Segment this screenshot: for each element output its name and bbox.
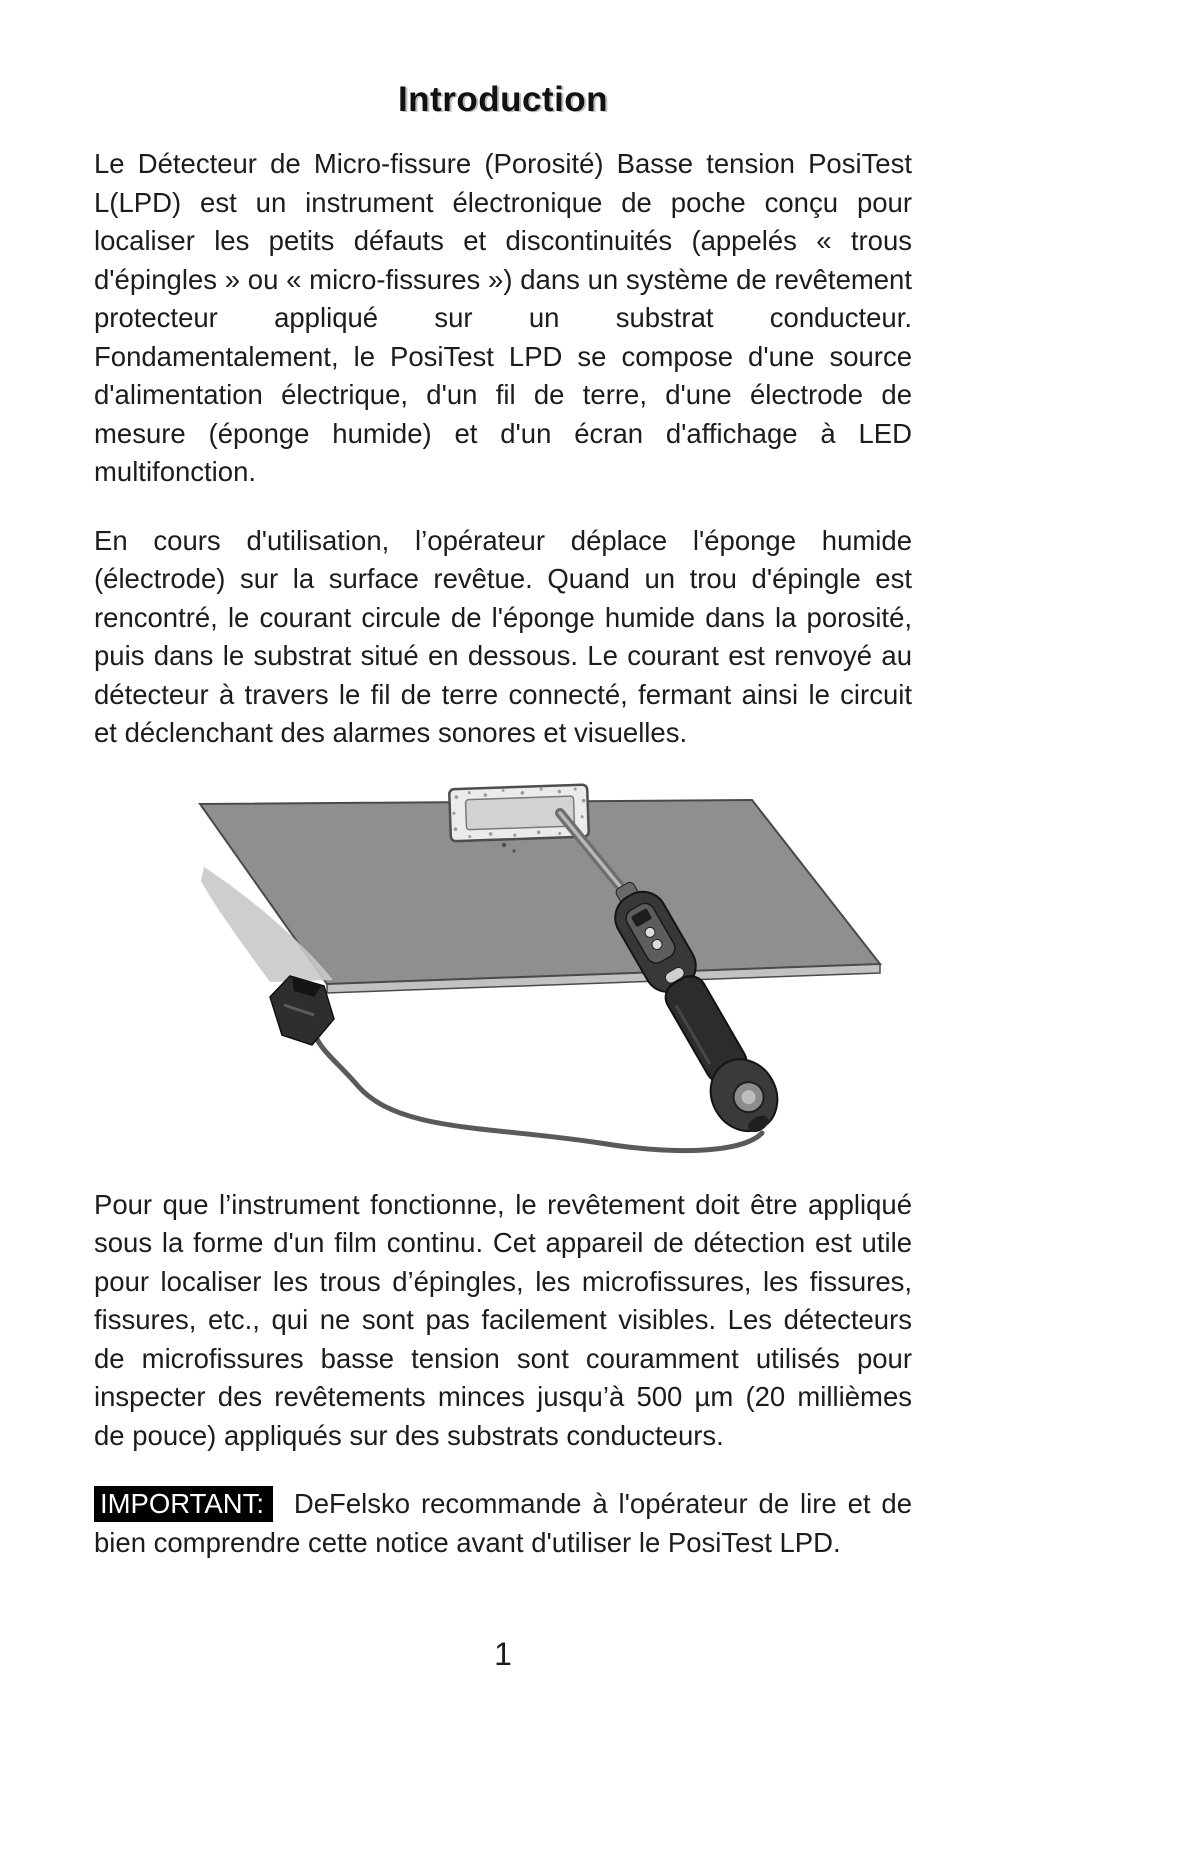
device-illustration-graphic bbox=[152, 783, 896, 1155]
paragraph-1: Le Détecteur de Micro-fissure (Porosité) Basse tension PosiTest L(LPD) est un instrument électronique de poche conçu pour localiser les petits défauts et discontinuités (appelés « trous d'épingles » ou « micro-fissures ») dans un système de revêtement protecteur appliqué sur un substrat conducteur. Fondamentalement, le PosiTest LPD se compose d'une source d'alimentation électrique, d'un fil de terre, d'une électrode de mesure (éponge humide) et d'un écran d'affichage à LED multifonction. bbox=[94, 148, 912, 487]
paragraph-3: Pour que l’instrument fonctionne, le revêtement doit être appliqué sous la forme d'un film continu. Cet appareil de détection est utile pour localiser les trous d’épingles, les microfissures, les fissures, fissures, etc., qui ne sont pas facilement visibles. Les détecteurs de microfissures basse tension sont couramment utilisés pour inspecter des revêtements minces jusqu’à 500 µm (20 millièmes de pouce) appliqués sur des substrats conducteurs. bbox=[94, 1188, 912, 1451]
device-illustration bbox=[152, 783, 896, 1160]
important-note bbox=[94, 1485, 912, 1562]
document-page bbox=[94, 0, 912, 1673]
important-text: DeFelsko recommande à l'opérateur de lire et de bien comprendre cette notice avant d'utiliser le PosiTest LPD. bbox=[94, 1488, 913, 1558]
paragraph-2: En cours d'utilisation, l’opérateur déplace l'éponge humide (électrode) sur la surface revêtue. Quand un trou d'épingle est rencontré, le courant circule de l'éponge humide dans la porosité, puis dans le substrat situé en dessous. Le courant est renvoyé au détecteur à travers le fil de terre connecté, fermant ainsi le circuit et déclenchant des alarmes sonores et visuelles. bbox=[94, 524, 912, 748]
pinhole-dot bbox=[502, 842, 506, 846]
pinhole-dot bbox=[512, 849, 515, 852]
important-label: IMPORTANT: bbox=[94, 1486, 273, 1522]
page-title: Introduction bbox=[397, 80, 609, 119]
ground-wire bbox=[317, 1039, 762, 1151]
ground-clip bbox=[270, 976, 334, 1045]
sponge-electrode bbox=[449, 784, 589, 841]
page-number: 1 bbox=[494, 1636, 512, 1672]
